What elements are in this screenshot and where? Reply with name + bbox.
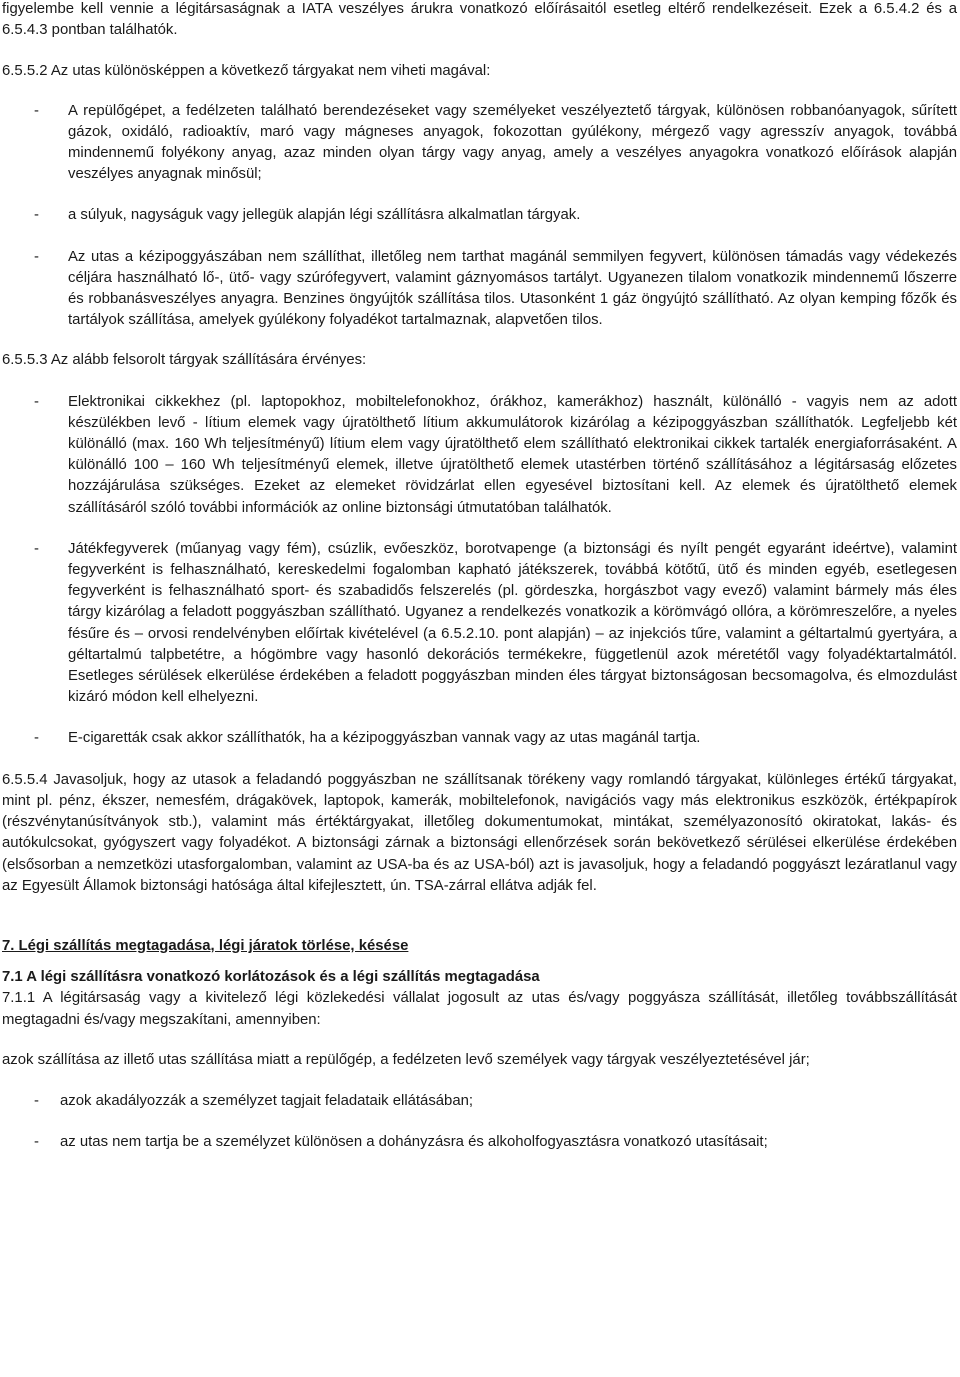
list-item-text: a súlyuk, nagyságuk vagy jellegük alapján légi szállításra alkalmatlan tárgyak. [68,207,581,224]
list-item [2,247,957,332]
list-dash: - [34,393,39,410]
list-dash: - [34,1092,39,1109]
section-71-title: 7.1 A légi szállításra vonatkozó korlátozások és a légi szállítás megtagadása [2,969,540,986]
list-dash: - [34,730,39,747]
safety-paragraph: azok szállítása az illető utas szállítása miatt a repülőgép, a fedélzeten levő személyek vagy tárgyak veszélyeztetésével jár; [2,1051,810,1068]
list-dash: - [34,540,39,557]
list-item [2,539,957,709]
list-item-text: Játékfegyverek (műanyag vagy fém), csúzlik, evőeszköz, borotvapenge (a biztonsági és nyílt pengét egyaránt ideértve), valamint fegyverként is felhasználható, kereskedelmi fogalomban kapható játékszerek, továbbá kötőtű, ütő és minden egyéb, esetlegesen fegyverként is felhasználható sport- és szabadidős felszerelés (pl. gördeszka, horgászbot vagy evező) valamint bármely más éles tárgy kizárólag a feladott poggyászban szállítható. Ugyanez a rendelkezés vonatkozik a körömvágó ollóra, a körömreszelőre, a nyeles fésűre és – orvosi rendelvényben előírtak kivételével (a 6.5.2.10. pont alapján) – az injekciós tűre, valamint a géltartalmú gyertyára, a géltartalmú talpbetétre, a hógömbre vagy hasonló dekorációs termékekre, függetlenül azok méretétől vagy folyadéktartalmától. Esetleges sérülések elkerülése érdekében a feladott poggyászban minden éles tárgyat biztonságosan becsomagolva, és elmozdulást kizáró módon kell elhelyezni. [68,540,957,706]
section-711-paragraph: 7.1.1 A légitársaság vagy a kivitelező légi közlekedési vállalat jogosult az utas és/vagy poggyásza szállítását, illetőleg továbbszállítását megtagadni és/vagy megszakítani, amennyiben: [2,990,957,1028]
list-dash: - [34,248,39,265]
section-6554-paragraph: 6.5.5.4 Javasoljuk, hogy az utasok a feladandó poggyászban ne szállítsanak törékeny vagy romlandó tárgyakat, különleges értékű tárgyakat, mint pl. pénz, ékszer, nemesfém, drágakövek, laptopok, kamerák, mobiltelefonok, navigációs vagy más elektronikus eszközök, értékpapírok (részvénytanúsítványok stb.), valamint más értéktárgyakat, illetőleg dokumentumokat, mintákat, személyazonosító okiratokat, lakás- és autókulcsokat, gyógyszert vagy folyadékot. A biztonsági zárnak a biztonsági ellenőrzések során bekövetkező sérülései elkerülése érdekében (elsősorban a nemzetközi utasforgalomban, valamint az USA-ba és az USA-ból) azt is javasoljuk, hogy a feladandó poggyászt lezáratlanul vagy az Egyesült Államok biztonsági hatósága által kifejlesztett, ún. TSA-zárral ellátva adják fel. [2,771,957,894]
list-item-text: Elektronikai cikkekhez (pl. laptopokhoz, mobiltelefonokhoz, órákhoz, kamerákhoz) használt, különálló - vagyis nem az adott készülékben levő - lítium elemek vagy újratölthető lítium akkumulátorok kizárólag a kézipoggyászban szállíthatók. Legfeljebb két különálló (max. 160 Wh teljesítményű) lítium elem vagy újratölthető elem szállítható elektronikai cikkek tartalék energiaforrásaként. A különálló 100 – 160 Wh teljesítményű elemek, illetve újratölthető elemek utastérben történő szállításához a légitársaság előzetes hozzájárulása szükséges. Ezeket az elemeket rövidzárlat ellen egyesével biztosítani kell. Az elemek és újratölthető elemek szállításáról szóló további információk az online biztonsági útmutatóban találhatók. [68,393,957,516]
list-item [2,392,957,519]
list-item-text: E-cigaretták csak akkor szállíthatók, ha a kézipoggyászban vannak vagy az utas magánál tartja. [68,730,701,747]
list-item [2,728,957,749]
list-item-text: azok akadályozzák a személyzet tagjait feladataik ellátásában; [60,1092,474,1109]
list-item-text: Az utas a kézipoggyászában nem szállíthat, illetőleg nem tarthat magánál semmilyen fegyvert, különösen támadás vagy védekezés céljára használható lő-, ütő- vagy szúrófegyvert, valamint gáznyomásos tartályt. Ugyanezen tilalom vonatkozik mindennemű lőszerre és robbanásveszélyes anyagra. Benzines öngyújtók szállítása tilos. Utasonként 1 gáz öngyújtó szállítható. Az olyan kemping főzők és tartályok szállítása, amelyek gyúlékony folyadékot tartalmaznak, alapvetően tilos. [68,248,957,329]
list-item-text: A repülőgépet, a fedélzeten található berendezéseket vagy személyeket veszélyeztető tárgyak, különösen robbanóanyagok, sűrített gázok, oxidáló, radioaktív, maró vagy mágneses anyagok, fokozottan gyúlékony, mérgező vagy agresszív anyagok, továbbá mindennemű folyékony anyag, azaz minden olyan tárgy vagy anyag, amely a veszélyes anyagokra vonatkozó előírások alapján veszélyes anyagnak minősül; [68,102,957,183]
list-dash: - [34,102,39,119]
list-item [2,101,957,186]
list-item [2,1091,957,1112]
list-item-text: az utas nem tartja be a személyzet különösen a dohányzásra és alkoholfogyasztásra vonatkozó utasításait; [60,1134,768,1151]
list-dash: - [34,1134,39,1151]
chapter-7-title: 7. Légi szállítás megtagadása, légi járatok törlése, késése [2,937,409,954]
list-dash: - [34,207,39,224]
list-item [2,205,957,226]
section-6552-heading: 6.5.5.2 Az utas különösképpen a következő tárgyakat nem viheti magával: [2,63,491,80]
intro-paragraph: figyelembe kell vennie a légitársaságnak a IATA veszélyes árukra vonatkozó előírásaitól esetleg eltérő rendelkezéseit. Ezek a 6.5.4.2 és a 6.5.4.3 pontban találhatók. [2,1,957,39]
list-item [2,1132,957,1153]
section-6553-heading: 6.5.5.3 Az alább felsorolt tárgyak szállítására érvényes: [2,352,367,369]
